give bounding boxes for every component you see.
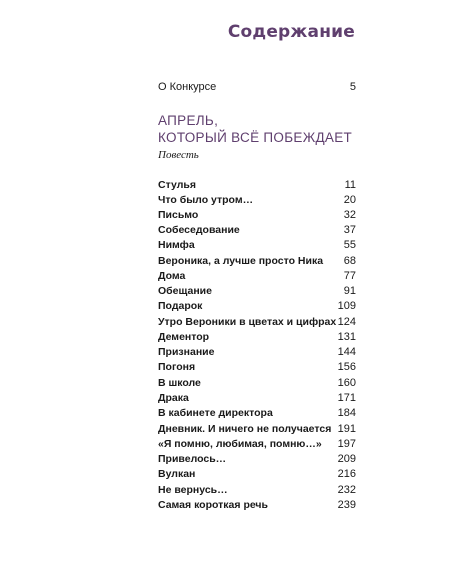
toc-entry-page: 20 xyxy=(343,194,356,206)
toc-entry-page: 77 xyxy=(343,270,356,282)
toc-entry-label: Признание xyxy=(158,346,215,358)
toc-entry[interactable] xyxy=(158,406,356,420)
toc-entry-page: 5 xyxy=(349,81,356,93)
toc-entry[interactable] xyxy=(158,193,356,207)
toc-entry[interactable] xyxy=(158,391,356,405)
toc-entry-label: О Конкурсе xyxy=(158,81,217,93)
toc-entry-page: 160 xyxy=(337,377,356,389)
toc-entry-page: 55 xyxy=(343,239,356,251)
toc-entry[interactable] xyxy=(158,422,356,436)
section-title-line-1: АПРЕЛЬ, xyxy=(158,113,219,128)
toc-entry-label: Утро Вероники в цветах и цифрах xyxy=(158,316,337,328)
toc-entry[interactable] xyxy=(158,360,356,374)
toc-entry-page: 156 xyxy=(337,361,356,373)
toc-entry-label: Письмо xyxy=(158,209,199,221)
toc-entry[interactable] xyxy=(158,437,356,451)
toc-entry-label: Вулкан xyxy=(158,468,196,480)
toc-entry-page: 239 xyxy=(337,499,356,511)
toc-entry-page: 171 xyxy=(337,392,356,404)
toc-entry[interactable] xyxy=(158,284,356,298)
toc-entry-label: Дементор xyxy=(158,331,210,343)
toc-entry[interactable] xyxy=(158,376,356,390)
toc-entry-page: 184 xyxy=(337,407,356,419)
toc-entry-page: 131 xyxy=(337,331,356,343)
toc-entry-page: 216 xyxy=(337,468,356,480)
toc-entry-label: Самая короткая речь xyxy=(158,499,268,511)
toc-entry-label: Драка xyxy=(158,392,189,404)
toc-entry-page: 209 xyxy=(337,453,356,465)
toc-entry-label: Погоня xyxy=(158,361,196,373)
toc-entry-label: В школе xyxy=(158,377,201,389)
toc-entry-label: Привелось… xyxy=(158,453,227,465)
toc-entry-label: Дневник. И ничего не получается xyxy=(158,423,332,435)
page-title: Содержание xyxy=(227,22,355,42)
toc-entry-page: 197 xyxy=(337,438,356,450)
toc-entry[interactable] xyxy=(158,208,356,222)
toc-entry-label: «Я помню, любимая, помню…» xyxy=(158,438,322,450)
toc-entry-label: Нимфа xyxy=(158,239,195,251)
toc-entry-intro[interactable] xyxy=(158,80,356,94)
toc-entry[interactable] xyxy=(158,467,356,481)
toc-entry-label: Обещание xyxy=(158,285,212,297)
toc-entry-page: 11 xyxy=(344,179,356,191)
toc-entry-label: Вероника, а лучше просто Ника xyxy=(158,255,324,267)
toc-entry[interactable] xyxy=(158,223,356,237)
toc-entry-label: Не вернусь… xyxy=(158,484,228,496)
toc-entry[interactable] xyxy=(158,345,356,359)
toc-entry[interactable] xyxy=(158,269,356,283)
toc-entry[interactable] xyxy=(158,330,356,344)
toc-entry-label: Что было утром… xyxy=(158,194,254,206)
toc-entry[interactable] xyxy=(158,483,356,497)
toc-entry-page: 124 xyxy=(337,316,356,328)
toc-entry-label: Дома xyxy=(158,270,186,282)
toc-entry-label: Стулья xyxy=(158,179,196,191)
toc-entry-label: Подарок xyxy=(158,300,203,312)
toc-entry[interactable] xyxy=(158,498,356,512)
toc-entry[interactable] xyxy=(158,315,356,329)
toc-entry-page: 191 xyxy=(337,423,356,435)
toc-entry[interactable] xyxy=(158,238,356,252)
toc-entry-page: 91 xyxy=(343,285,356,297)
toc-entry-page: 109 xyxy=(337,300,356,312)
toc-entry[interactable] xyxy=(158,299,356,313)
section-subtitle: Повесть xyxy=(158,149,199,161)
toc-entry-page: 32 xyxy=(343,209,356,221)
toc-entry-page: 232 xyxy=(337,484,356,496)
toc-entry-page: 37 xyxy=(343,224,356,236)
section-title xyxy=(158,112,352,146)
toc-entry[interactable] xyxy=(158,178,356,192)
toc-entry[interactable] xyxy=(158,452,356,466)
section-title-line-2: КОТОРЫЙ ВСЁ ПОБЕЖДАЕТ xyxy=(158,130,353,145)
toc-entry-page: 144 xyxy=(337,346,356,358)
toc-entry-label: Собеседование xyxy=(158,224,240,236)
toc-entry-label: В кабинете директора xyxy=(158,407,273,419)
toc-entry[interactable] xyxy=(158,254,356,268)
toc-entry-page: 68 xyxy=(343,255,356,267)
